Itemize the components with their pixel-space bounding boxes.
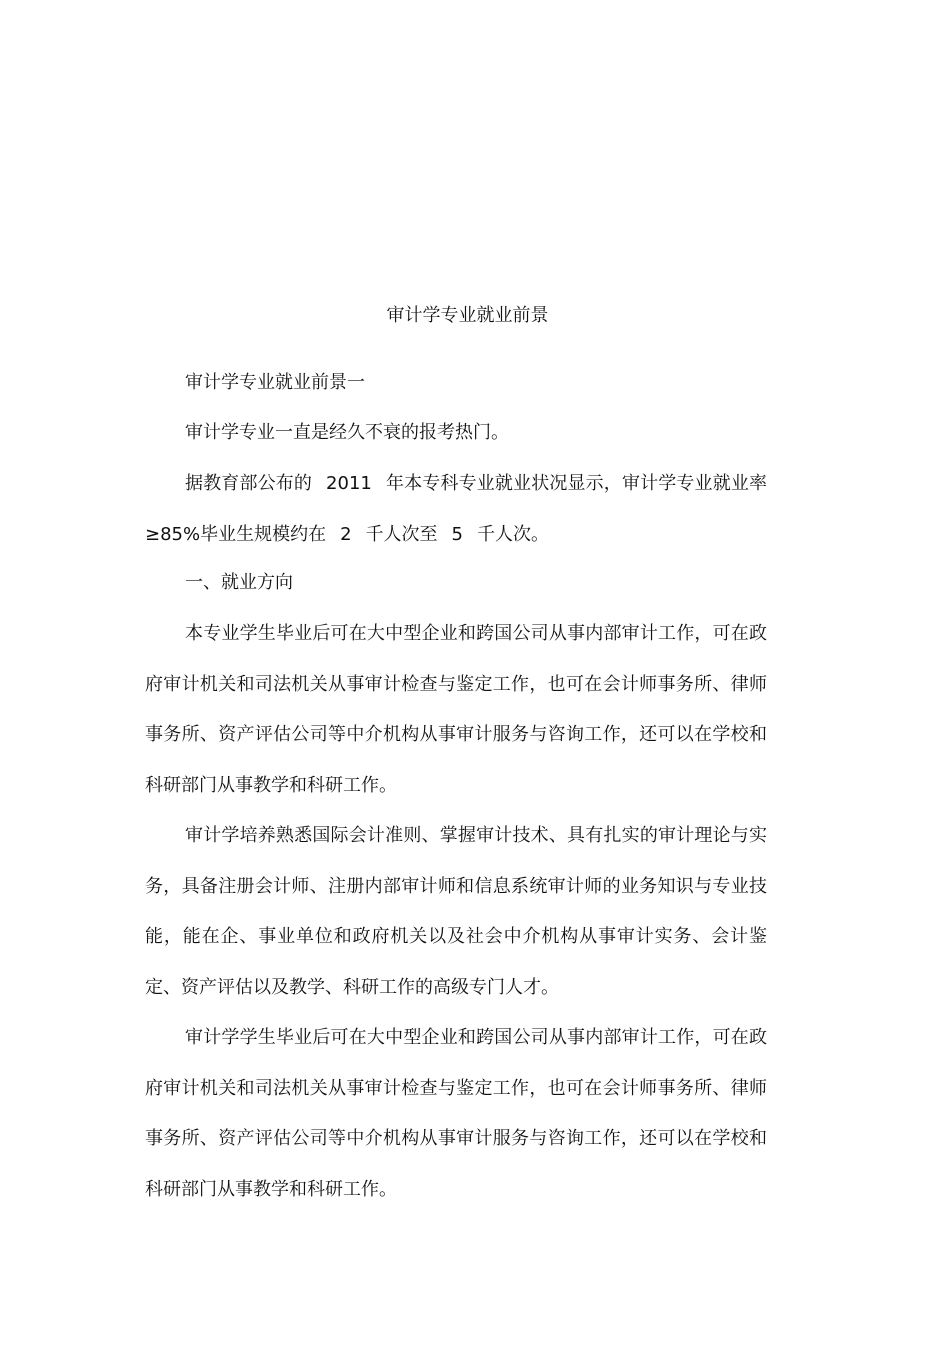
- body-paragraph-1: 本专业学生毕业后可在大中型企业和跨国公司从事内部审计工作，可在政府审计机关和司法机关从事审计检查与鉴定工作，也可在会计师事务所、律师事务所、资产评估公司等中介机构从事审计服务与咨询工作，还可以在学校和科研部门从事教学和科研工作。: [145, 623, 767, 796]
- stats-text-2: 年本专科专业就业状况显示，审计学专业就业率≥85%毕业生规模约在: [145, 473, 767, 545]
- intro-paragraph: 审计学专业一直是经久不衰的报考热门。: [185, 422, 509, 443]
- body-paragraph-2: 审计学培养熟悉国际会计准则、掌握审计技术、具有扎实的审计理论与实务，具备注册会计师、注册内部审计师和信息系统审计师的业务知识与专业技能，能在企、事业单位和政府机关以及社会中介机构从事审计实务、会计鉴定、资产评估以及教学、科研工作的高级专门人才。: [145, 825, 767, 998]
- stats-number-2: 5: [451, 523, 463, 545]
- statistics-paragraph: [145, 459, 767, 560]
- stats-text-1: 据教育部公布的: [185, 473, 313, 494]
- stats-number-1: 2: [340, 523, 352, 545]
- body-paragraph-3: 审计学学生毕业后可在大中型企业和跨国公司从事内部审计工作，可在政府审计机关和司法机关从事审计检查与鉴定工作，也可在会计师事务所、律师事务所、资产评估公司等中介机构从事审计服务与咨询工作，还可以在学校和科研部门从事教学和科研工作。: [145, 1027, 767, 1200]
- section-subtitle: 审计学专业就业前景一: [185, 372, 365, 393]
- stats-text-3: 千人次至: [365, 523, 438, 545]
- stats-year: 2011: [326, 473, 372, 494]
- section-heading: 一、就业方向: [185, 572, 293, 593]
- stats-text-4: 千人次。: [477, 523, 549, 545]
- document-title: 审计学专业就业前景: [386, 305, 549, 326]
